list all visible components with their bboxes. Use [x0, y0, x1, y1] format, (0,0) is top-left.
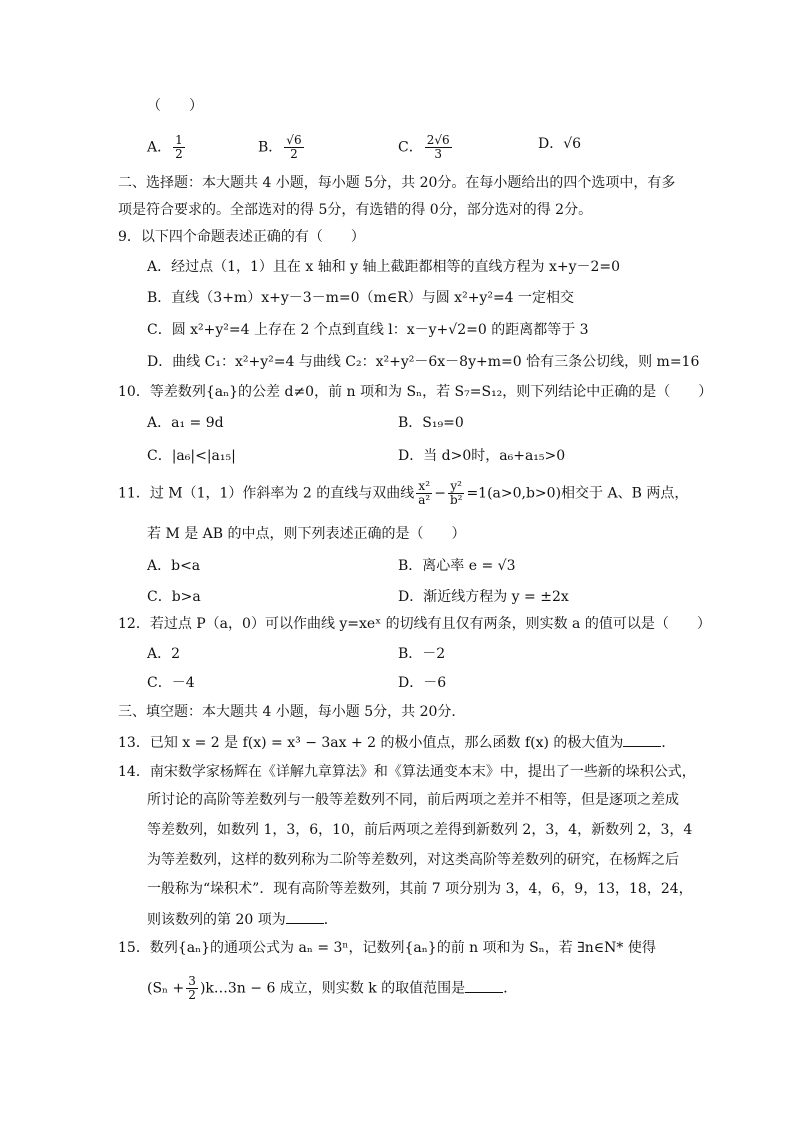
q10-option-b: B．S₁₉=0: [398, 415, 464, 431]
q14-line5: 一般称为“垛积术”．现有高阶等差数列，其前 7 项分别为 3，4，6，9，13，18，24，: [147, 881, 693, 897]
q11-stem-line2: 若 M 是 AB 的中点，则下列表述正确的是（ ）: [147, 526, 466, 542]
q9-option-a: A．经过点（1，1）且在 x 轴和 y 轴上截距都相等的直线方程为 x+y－2=0: [147, 259, 621, 275]
q14-line1: 14．南宋数学家杨辉在《详解九章算法》和《算法通变本末》中，提出了一些新的垛积公式，: [118, 764, 696, 780]
q11-option-a: A．b<a: [147, 558, 201, 574]
q14-line6: 则该数列的第 20 项为 ．: [147, 909, 338, 930]
q14-line3: 等差数列，如数列 1，3，6，10，前后两项之差得到新数列 2，3，4，新数列 2，3，4: [147, 822, 693, 838]
q11-option-b: B．离心率 e = √3: [398, 558, 516, 574]
q13-stem: 13．已知 x = 2 是 f(x) = x³ − 3ax + 2 的极小值点，那么函数 f(x) 的极大值为 ．: [118, 732, 675, 753]
q8-option-d: D．√6: [538, 136, 582, 152]
q11-option-d: D．渐近线方程为 y = ±2x: [398, 589, 569, 605]
q9-option-b: B．直线（3+m）x+y－3－m=0（m∈R）与圆 x²+y²=4 一定相交: [147, 290, 575, 306]
section3-line1: 三、填空题：本大题共 4 小题，每小题 5分，共 20分．: [118, 704, 466, 720]
q10-stem: 10．等差数列{aₙ}的公差 d≠0，前 n 项和为 Sₙ，若 S₇=S₁₂，则下列结论中正确的是（ ）: [118, 384, 713, 400]
q12-option-d: D．－6: [398, 675, 447, 691]
q11-stem: 11．过 M（1，1）作斜率为 2 的直线与双曲线 $\frac{\text{x²}}{\text{a²}}$ − $\frac{\text{y²}}{\text{b²}}$ =1(a>0,b>0)相交于 A、B 两点，: [118, 479, 689, 507]
answer-blank[interactable]: [465, 978, 503, 993]
q10-option-c: C．|a₆|<|a₁₅|: [147, 448, 236, 464]
q12-option-c: C．－4: [147, 675, 195, 691]
q9-stem: 9．以下四个命题表述正确的有（ ）: [118, 229, 365, 245]
q8-option-b: B． $\frac{√6}{2}$: [258, 133, 302, 161]
q11-option-c: C．b>a: [147, 589, 201, 605]
q8-option-c: C． $\frac{2√6}{3}$: [398, 133, 450, 161]
section2-line2: 项是符合要求的。全部选对的得 5分，有选错的得 0分，部分选对的得 2分。: [118, 202, 593, 218]
q14-line2: 所讨论的高阶等差数列与一般等差数列不同，前后两项之差并不相等，但是逐项之差成: [147, 792, 679, 808]
q8-option-a: A． $\frac{1}{2}$: [147, 133, 183, 161]
q10-option-a: A．a₁ = 9d: [147, 415, 224, 431]
section2-line1: 二、选择题：本大题共 4 小题，每小题 5分，共 20分。在每小题给出的四个选项中，有多: [118, 175, 676, 191]
q12-stem: 12．若过点 P（a，0）可以作曲线 y=xeˣ 的切线有且仅有两条，则实数 a 的值可以是（ ）: [118, 616, 711, 632]
q14-line4: 为等差数列，这样的数列称为二阶等差数列，对这类高阶等差数列的研究，在杨辉之后: [147, 852, 679, 868]
q15-line1: 15．数列{aₙ}的通项公式为 aₙ = 3ⁿ，记数列{aₙ}的前 n 项和为 Sₙ，若 ∃n∈N* 使得: [118, 940, 656, 956]
q9-option-c: C．圆 x²+y²=4 上存在 2 个点到直线 l：x－y+√2=0 的距离都等于 3: [147, 322, 589, 338]
answer-blank[interactable]: [286, 909, 324, 924]
q12-option-a: A．2: [147, 646, 181, 662]
q12-option-b: B．－2: [398, 646, 446, 662]
q15-line2: (Sₙ + $\frac{3}{2}$ )k…3n − 6 成立，则实数 k 的取值范围是 ．: [147, 974, 518, 1002]
q10-option-d: D．当 d>0时，a₆+a₁₅>0: [398, 448, 566, 464]
answer-blank[interactable]: [623, 732, 661, 747]
q9-option-d: D．曲线 C₁：x²+y²=4 与曲线 C₂：x²+y²－6x－8y+m=0 恰有三条公切线，则 m=16: [147, 354, 700, 370]
q8-answer-paren: （ ）: [147, 98, 203, 114]
